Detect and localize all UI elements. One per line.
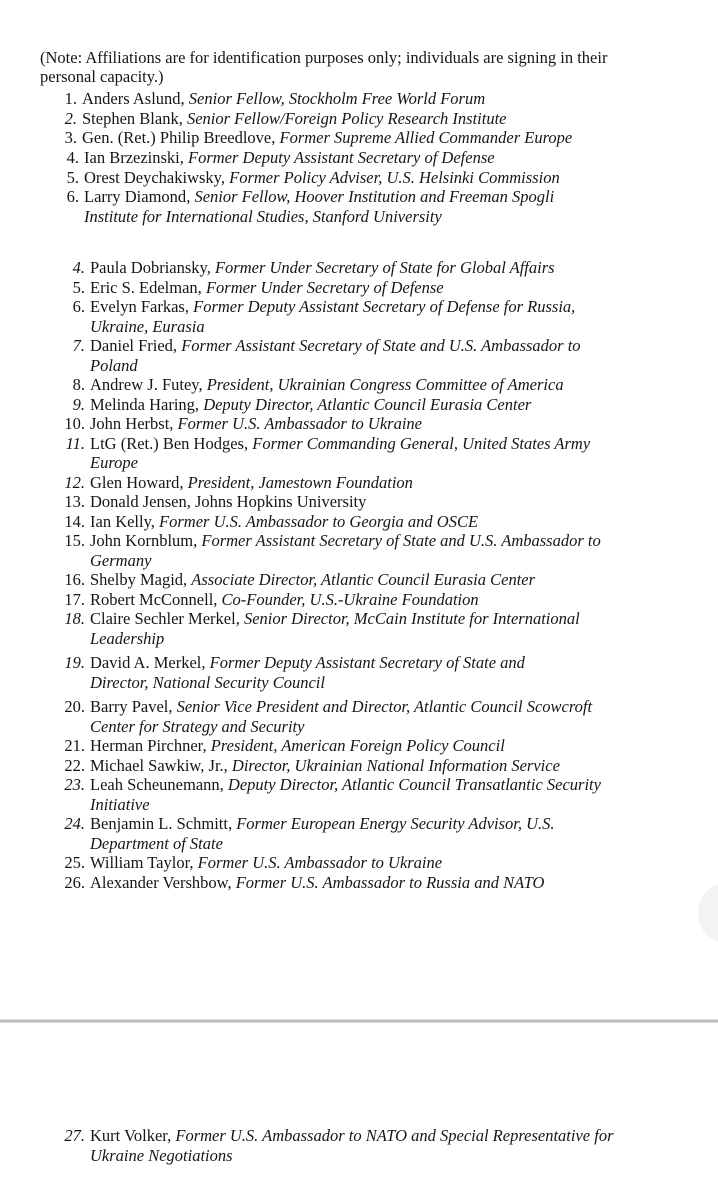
list-item-text	[90, 590, 479, 610]
signatory-name: Donald Jensen,	[90, 492, 195, 511]
signatory-name: John Kornblum,	[90, 531, 202, 550]
list-item	[0, 187, 718, 226]
list-item-number: 6.	[72, 297, 85, 316]
signatory-name: Barry Pavel,	[90, 697, 177, 716]
list-item-text	[90, 570, 535, 590]
list-item-number: 3.	[64, 128, 77, 147]
list-item-text	[90, 278, 444, 298]
list-item-text	[90, 697, 592, 736]
signatory-affiliation: Former Deputy Assistant Secretary of Defense	[188, 148, 495, 167]
list-item	[0, 128, 718, 148]
signatory-name: Melinda Haring,	[90, 394, 204, 414]
list-item	[0, 531, 718, 570]
list-item-number: 2.	[64, 108, 77, 128]
signatory-affiliation: Director, Ukrainian National Information Service	[231, 755, 560, 775]
list-item-text	[90, 297, 575, 336]
signatory-name: Gen. (Ret.) Philip Breedlove,	[82, 128, 280, 147]
list-item-text	[90, 258, 555, 278]
list-item	[0, 109, 718, 129]
signatories-list-main	[0, 258, 718, 892]
list-item-text	[90, 756, 560, 776]
signatories-list-4-6	[0, 148, 718, 226]
signatory-affiliation: Former Under Secretary of Defense	[205, 277, 444, 297]
list-item	[0, 473, 718, 493]
signatory-name: Kurt Volker,	[90, 1126, 176, 1145]
signatory-affiliation: Former Assistant Secretary of State and U.S. Ambassador to Poland	[90, 336, 581, 375]
signatory-name: Claire Sechler Merkel,	[90, 609, 244, 628]
list-item-number: 5.	[66, 167, 79, 187]
list-item	[0, 168, 718, 188]
list-item	[0, 853, 718, 873]
signatory-affiliation: Former U.S. Ambassador to Georgia and OSCE	[159, 511, 479, 531]
list-item-number: 6.	[66, 187, 79, 206]
signatory-name: Ian Kelly,	[90, 511, 160, 531]
signatory-affiliation: Deputy Director, Atlantic Council Eurasia Center	[203, 394, 532, 414]
signatory-affiliation: Senior Vice President and Director, Atlantic Council Scowcroft Center for Strategy and Security	[90, 697, 593, 736]
signatory-affiliation: Former Deputy Assistant Secretary of Defense for Russia, Ukraine, Eurasia	[90, 297, 576, 336]
list-item	[0, 434, 718, 473]
signatory-affiliation: Former Policy Adviser, U.S. Helsinki Commission	[229, 167, 560, 187]
list-item	[0, 414, 718, 434]
signatory-name: Evelyn Farkas,	[90, 297, 194, 316]
signatory-affiliation: Senior Fellow/Foreign Policy Research Institute	[186, 108, 507, 128]
signatory-name: Leah Scheunemann,	[90, 775, 228, 794]
list-item-number: 11.	[65, 433, 85, 453]
list-item	[0, 697, 718, 736]
signatory-name: John Herbst,	[90, 414, 178, 433]
signatory-affiliation: President, Jamestown Foundation	[187, 472, 413, 492]
list-item	[0, 653, 718, 692]
list-item	[0, 148, 718, 168]
list-item-text	[90, 653, 525, 692]
signatory-name: Paula Dobriansky,	[90, 258, 215, 277]
list-item	[0, 492, 718, 512]
signatory-name: Daniel Fried,	[90, 336, 182, 355]
signatory-affiliation: , Senior Fellow, Hoover Institution and Freeman Spogli Institute for International Studies, Stanford University	[84, 187, 555, 226]
signatory-name: LtG (Ret.) Ben Hodges,	[90, 433, 253, 453]
signatory-name: Herman Pirchner,	[90, 736, 211, 755]
list-item-number: 10.	[64, 414, 85, 433]
list-item	[0, 512, 718, 532]
signatory-name: Orest Deychakiwsky,	[84, 167, 230, 187]
list-item	[0, 775, 718, 814]
list-item-number: 4.	[72, 258, 85, 277]
signatory-name: Benjamin L. Schmitt,	[90, 814, 237, 833]
list-item-text	[90, 395, 531, 415]
list-item-number: 5.	[72, 277, 85, 297]
signatory-affiliation: Former Deputy Assistant Secretary of State and Director, National Security Council	[90, 653, 525, 692]
signatory-name: Michael Sawkiw, Jr.,	[90, 755, 232, 775]
list-item	[0, 336, 718, 375]
signatory-affiliation: Former Assistant Secretary of State and U.S. Ambassador to Germany	[90, 531, 601, 570]
signatory-name: Robert McConnell,	[90, 589, 222, 609]
list-item	[0, 814, 718, 853]
list-item-number: 19.	[64, 653, 85, 672]
list-item	[0, 297, 718, 336]
list-item-text	[90, 375, 564, 395]
list-item	[0, 258, 718, 278]
list-item	[0, 278, 718, 298]
signatory-affiliation: Co-Founder, U.S.-Ukraine Foundation	[221, 589, 479, 609]
list-item-number: 22.	[64, 755, 85, 775]
list-item	[0, 89, 718, 109]
list-item-number: 4.	[66, 148, 79, 167]
signatory-affiliation: Senior Fellow, Stockholm Free World Forum	[188, 89, 486, 108]
signatory-name: Shelby Magid,	[90, 570, 192, 589]
list-item-text	[84, 148, 495, 168]
note-paragraph: (Note: Affiliations are for identification purposes only; individuals are signing in their personal capacity.)	[40, 47, 608, 86]
list-item-number: 25.	[64, 853, 85, 872]
list-item-text	[90, 434, 590, 473]
list-item-text	[82, 109, 507, 129]
list-item-text	[90, 512, 478, 532]
list-item-number: 13.	[64, 492, 85, 511]
list-item-text	[90, 853, 442, 873]
list-item-text	[90, 1126, 614, 1165]
signatory-affiliation: Former U.S. Ambassador to Ukraine	[197, 853, 443, 872]
signatories-list-27	[0, 1126, 718, 1165]
signatory-name: Eric S. Edelman,	[90, 277, 206, 297]
signatory-affiliation: Former U.S. Ambassador to Russia and NATO	[235, 872, 545, 892]
list-item	[0, 570, 718, 590]
signatories-list-1-3	[0, 89, 718, 148]
list-item-number: 7.	[72, 336, 85, 355]
list-item-text	[90, 814, 555, 853]
signatory-name: Alexander Vershbow,	[90, 872, 236, 892]
list-item-number: 9.	[72, 394, 85, 414]
signatory-affiliation: Former U.S. Ambassador to Ukraine	[177, 414, 422, 433]
list-item-number: 15.	[64, 531, 85, 550]
list-item-number: 14.	[64, 511, 85, 531]
signatory-name: Andrew J. Futey,	[90, 375, 207, 394]
signatory-name: Ian Brzezinski,	[84, 148, 189, 167]
list-item-number: 23.	[64, 775, 85, 794]
section-divider	[0, 1019, 718, 1023]
list-item-text	[84, 187, 554, 226]
list-item	[0, 1126, 718, 1165]
signatory-affiliation: Former Supreme Allied Commander Europe	[279, 128, 573, 147]
signatory-affiliation: Associate Director, Atlantic Council Eurasia Center	[191, 570, 536, 589]
list-item	[0, 736, 718, 756]
signatory-name: David A. Merkel,	[90, 653, 210, 672]
signatory-affiliation: Former European Energy Security Advisor, U.S. Department of State	[90, 814, 555, 853]
list-item-number: 16.	[64, 570, 85, 589]
list-item	[0, 609, 718, 648]
list-item-number: 24.	[64, 814, 85, 833]
list-item-text	[90, 736, 505, 756]
list-item	[0, 756, 718, 776]
list-item-number: 20.	[64, 697, 85, 716]
list-item	[0, 873, 718, 893]
list-item-text	[84, 168, 560, 188]
list-item-text	[90, 492, 366, 512]
list-item-text	[82, 89, 485, 109]
signatory-affiliation: President, Ukrainian Congress Committee of America	[206, 375, 564, 394]
signatory-name: Glen Howard,	[90, 472, 188, 492]
signatory-affiliation: Senior Director, McCain Institute for International Leadership	[90, 609, 580, 648]
list-item-number: 1.	[64, 89, 77, 108]
signatory-name: Anders Aslund,	[82, 89, 189, 108]
list-item-text	[90, 609, 580, 648]
list-item-text	[90, 473, 413, 493]
signatory-affiliation: Former Under Secretary of State for Global Affairs	[214, 258, 555, 277]
list-item-text	[82, 128, 572, 148]
list-item-text	[90, 775, 601, 814]
list-item-text	[90, 531, 601, 570]
signatory-affiliation: Johns Hopkins University	[194, 492, 367, 511]
list-item-number: 27.	[64, 1126, 85, 1145]
list-item-number: 17.	[64, 589, 85, 609]
signatory-affiliation: President, American Foreign Policy Council	[210, 736, 505, 755]
list-item-number: 18.	[64, 609, 85, 628]
signatory-name: Larry Diamond	[84, 187, 187, 206]
signatory-affiliation: Former Commanding General, United States Army Europe	[90, 433, 591, 472]
list-item	[0, 395, 718, 415]
list-item-number: 8.	[72, 375, 85, 394]
signatory-affiliation: Deputy Director, Atlantic Council Transatlantic Security Initiative	[90, 775, 601, 814]
list-item-text	[90, 336, 581, 375]
signatory-name: Stephen Blank,	[82, 108, 187, 128]
list-item	[0, 590, 718, 610]
list-item-text	[90, 873, 544, 893]
signatory-affiliation: Former U.S. Ambassador to NATO and Special Representative for Ukraine Negotiations	[90, 1126, 614, 1165]
list-item	[0, 375, 718, 395]
list-item-number: 21.	[64, 736, 85, 755]
signatory-name: William Taylor,	[90, 853, 198, 872]
list-item-number: 12.	[64, 472, 85, 492]
list-item-text	[90, 414, 422, 434]
list-item-number: 26.	[64, 872, 85, 892]
